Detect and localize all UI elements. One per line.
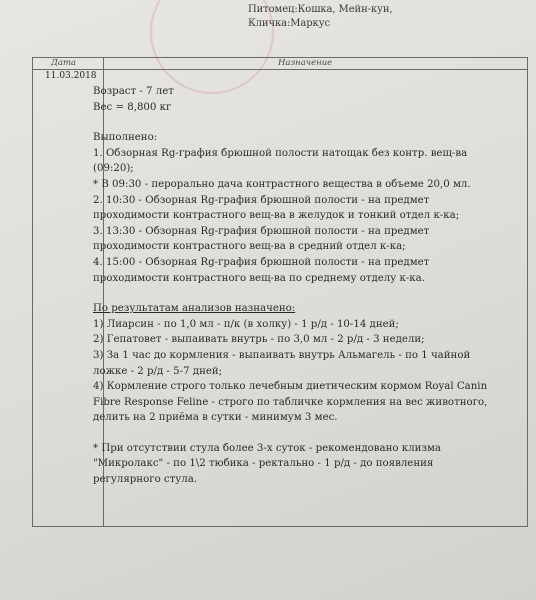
done-line: 1. Обзорная Rg-графия брюшной полости натощак без контр. вещ-ва [93, 147, 468, 159]
weight-line: Вес = 8,800 кг [93, 101, 172, 113]
done-line: (09:20); [93, 163, 134, 175]
column-header-appointment: Назначение [278, 58, 333, 68]
results-heading: По результатам анализов назначено: [93, 303, 296, 315]
results-line: 4) Кормление строго только лечебным диетическим кормом Royal Canin [93, 381, 488, 393]
results-line: 2) Гепатовет - выпаивать внутрь - по 3,0 мл - 2 р/д - 3 недели; [93, 334, 425, 346]
results-line: 3) За 1 час до кормления - выпаивать внутрь Альмагель - по 1 чайной [93, 349, 471, 361]
done-line: 4. 15:00 - Обзорная Rg-графия брюшной полости - на предмет [93, 256, 430, 268]
column-header-date: Дата [51, 58, 77, 68]
age-line: Возраст - 7 лет [93, 86, 174, 97]
appointment-table [32, 57, 528, 527]
pet-info: Питомец:Кошка, Мейн-кун, [248, 4, 393, 15]
results-line: ложке - 2 р/д - 5-7 дней; [93, 365, 223, 377]
note-line: * При отсутствии стула более 3-х суток - рекомендовано клизма [93, 442, 441, 454]
results-line: 1) Лиарсин - по 1,0 мл - п/к (в холку) - 1 р/д - 10-14 дней; [93, 318, 399, 330]
appointment-text [93, 84, 523, 488]
done-line: 3. 13:30 - Обзорная Rg-графия брюшной полости - на предмет [93, 225, 430, 237]
done-heading: Выполнено: [93, 132, 158, 144]
done-line: проходимости контрастного вещ-ва в желудок и тонкий отдел к-ка; [93, 210, 460, 222]
results-line: делить на 2 приёма в сутки - минимум 3 мес. [93, 412, 338, 424]
results-line: Fibre Response Feline - строго по табличке кормления на вес животного, [93, 396, 488, 408]
done-line: проходимости контрастного вещ-ва по среднему отделу к-ка. [93, 272, 425, 284]
done-line: 2. 10:30 - Обзорная Rg-графия брюшной полости - на предмет [93, 194, 430, 206]
pet-nickname: Кличка:Маркус [248, 18, 330, 29]
note-line: регулярного стула. [93, 474, 198, 486]
done-line: проходимости контрастного вещ-ва в средний отдел к-ка; [93, 241, 406, 253]
header-divider [33, 69, 527, 70]
record-date: 11.03.2018 [45, 71, 97, 81]
done-line: * В 09:30 - перорально дача контрастного вещества в объеме 20,0 мл. [93, 178, 471, 190]
note-line: "Микролакс" - по 1\2 тюбика - ректально - 1 р/д - до появления [93, 458, 434, 470]
